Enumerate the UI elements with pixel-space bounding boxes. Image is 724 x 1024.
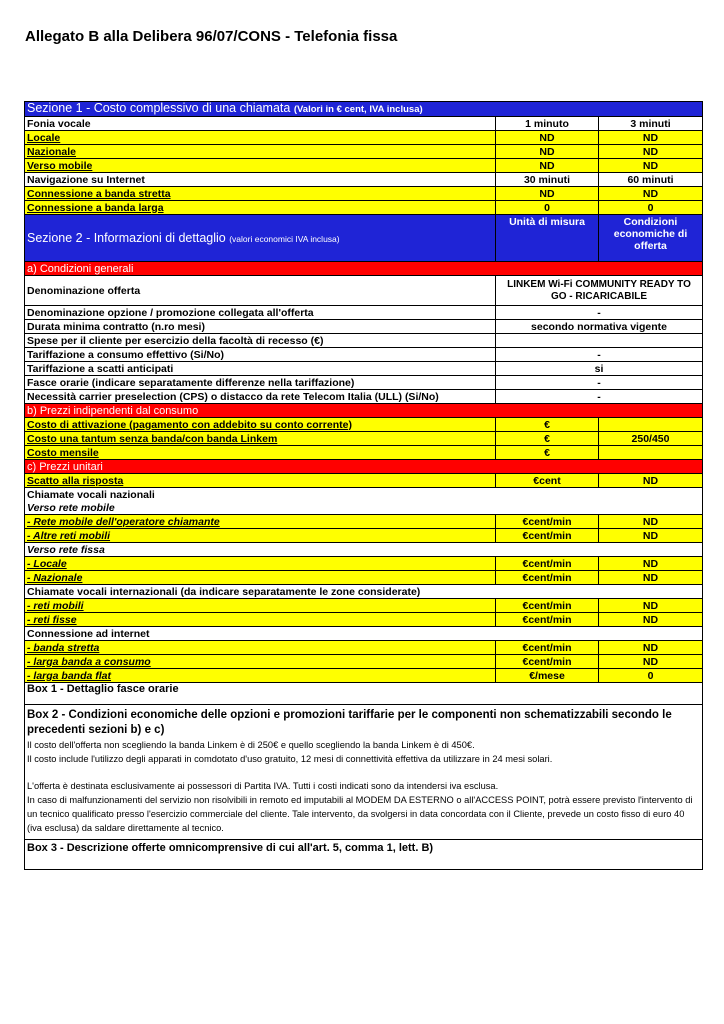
section-1-note: (Valori in € cent, IVA inclusa) (293, 104, 423, 115)
table-row (25, 515, 703, 529)
box-2-paragraph: In caso di malfunzionamenti del servizio non risolvibili in remoto ed imputabili al MODEM DA ESTERNO o all'ACCESS POINT, potrà essere previsto l'intervento di un tecnico qualificato presso l'esercizio commerciale del cliente. Tale intervento, da svolgersi in data concordata con il Cliente, prevede un costo fisso di euro 40 (iva esclusa) da saldare direttamente al tecnico. (27, 795, 693, 833)
box-3 (25, 840, 703, 870)
table-row (25, 655, 703, 669)
table-row (25, 201, 703, 215)
table-row (25, 362, 703, 376)
table-row (25, 418, 703, 432)
row-label: Locale (25, 131, 496, 145)
table-row (25, 145, 703, 159)
group-label: Chiamate vocali nazionali (25, 488, 496, 502)
row-label: Costo di attivazione (pagamento con addebito su conto corrente) (25, 418, 496, 432)
row-value: ND (599, 529, 703, 543)
table-row (25, 557, 703, 571)
table-row (25, 159, 703, 173)
row-value: ND (599, 474, 703, 488)
row-unit: €cent (496, 474, 599, 488)
row-value: ND (599, 145, 703, 159)
row-value: ND (599, 613, 703, 627)
row-label: Nazionale (25, 145, 496, 159)
table-row (25, 613, 703, 627)
row-label: - Rete mobile dell'operatore chiamante (25, 515, 496, 529)
section-1-title: Sezione 1 - Costo complessivo di una chiamata (27, 101, 291, 115)
row-value: 250/450 (599, 432, 703, 446)
col-3-minuti: 3 minuti (599, 117, 703, 131)
table-row (25, 376, 703, 390)
page-title: Allegato B alla Delibera 96/07/CONS - Telefonia fissa (25, 28, 398, 45)
section-1-header (25, 102, 703, 117)
box-2 (25, 705, 703, 840)
row-value: ND (599, 515, 703, 529)
group-label: Chiamate vocali internazionali (da indicare separatamente le zone considerate) (25, 585, 703, 599)
table-row (25, 571, 703, 585)
row-label: - Altre reti mobili (25, 529, 496, 543)
box-2-title: Box 2 - Condizioni economiche delle opzioni e promozioni tariffarie per le componenti non schematizzabili secondo le precedenti sezioni b) e c) (27, 709, 672, 736)
box-2-paragraph: Il costo dell'offerta non scegliendo la banda Linkem è di 250€ e quello scegliendo la banda Linkem è di 450€. (27, 740, 475, 750)
row-value: secondo normativa vigente (496, 320, 703, 334)
row-unit: €cent/min (496, 515, 599, 529)
denominazione-label: Denominazione offerta (25, 276, 496, 306)
row-label: Spese per il cliente per esercizio della facoltà di recesso (€) (25, 334, 496, 348)
row-unit: €cent/min (496, 529, 599, 543)
row-value: 0 (599, 669, 703, 683)
row-label: Denominazione opzione / promozione collegata all'offerta (25, 306, 496, 320)
section-2-note: (valori economici IVA inclusa) (229, 233, 340, 244)
row-label: - reti fisse (25, 613, 496, 627)
subsection-b-title: b) Prezzi indipendenti dal consumo (25, 404, 703, 418)
row-unit: €cent/min (496, 557, 599, 571)
table-row (25, 320, 703, 334)
col-unita-misura: Unità di misura (496, 215, 599, 262)
row-label: - banda stretta (25, 641, 496, 655)
row-label: Costo una tantum senza banda/con banda Linkem (25, 432, 496, 446)
subsection-b-header (25, 404, 703, 418)
table-row (25, 641, 703, 655)
table-row (25, 432, 703, 446)
row-value: ND (599, 187, 703, 201)
box-1 (25, 683, 703, 705)
row-value: - (496, 306, 703, 320)
table-row (25, 131, 703, 145)
row-value: ND (599, 557, 703, 571)
row-unit: € (496, 432, 599, 446)
row-label: Connessione a banda larga (25, 201, 496, 215)
row-unit: €cent/min (496, 613, 599, 627)
row-label: - reti mobili (25, 599, 496, 613)
group-row (25, 488, 703, 502)
row-value: ND (496, 187, 599, 201)
group-label: Verso rete fissa (25, 543, 496, 557)
row-unit: €cent/min (496, 655, 599, 669)
group-label: Verso rete mobile (25, 501, 496, 515)
row-value: ND (599, 655, 703, 669)
row-label: Tariffazione a scatti anticipati (25, 362, 496, 376)
box-1-title: Box 1 - Dettaglio fasce orarie (25, 683, 703, 705)
box-2-paragraph: Il costo include l'utilizzo degli apparati in comdotato d'uso gratuito, 12 mesi di connettività effettiva da utilizzare in 24 mesi solari. (27, 754, 553, 764)
table-row (25, 334, 703, 348)
row-value (599, 446, 703, 460)
group-row (25, 501, 703, 515)
row-value: ND (496, 159, 599, 173)
section-2-header (25, 215, 703, 262)
row-unit: €cent/min (496, 641, 599, 655)
group-row (25, 543, 703, 557)
row-label: Fasce orarie (indicare separatamente differenze nella tariffazione) (25, 376, 496, 390)
row-value: 0 (496, 201, 599, 215)
col-60-minuti: 60 minuti (599, 173, 703, 187)
row-value: ND (599, 641, 703, 655)
row-value: - (496, 376, 703, 390)
subsection-c-title: c) Prezzi unitari (25, 460, 703, 474)
denominazione-value: LINKEM Wi-Fi COMMUNITY READY TO GO - RICARICABILE (496, 276, 703, 306)
navigazione-label: Navigazione su Internet (25, 173, 496, 187)
row-value: - (496, 348, 703, 362)
row-label: Tariffazione a consumo effettivo (Si/No) (25, 348, 496, 362)
row-unit: € (496, 446, 599, 460)
row-value: si (496, 362, 703, 376)
row-label: Scatto alla risposta (25, 474, 496, 488)
row-value: 0 (599, 201, 703, 215)
row-label: Verso mobile (25, 159, 496, 173)
row-unit: €cent/min (496, 571, 599, 585)
row-value (496, 334, 703, 348)
row-value: ND (599, 131, 703, 145)
row-label: Connessione a banda stretta (25, 187, 496, 201)
table-row (25, 390, 703, 404)
row-unit: €/mese (496, 669, 599, 683)
group-label: Connessione ad internet (25, 627, 496, 641)
table-row (25, 187, 703, 201)
col-30-minuti: 30 minuti (496, 173, 599, 187)
row-label: - larga banda a consumo (25, 655, 496, 669)
row-value: ND (496, 131, 599, 145)
denominazione-row (25, 276, 703, 306)
box-2-paragraph: L'offerta è destinata esclusivamente ai possessori di Partita IVA. Tutti i costi indicati sono da intendersi iva esclusa. (27, 781, 499, 791)
subsection-a-title: a) Condizioni generali (25, 262, 703, 276)
navigazione-header-row (25, 173, 703, 187)
table-row (25, 599, 703, 613)
row-value (599, 418, 703, 432)
row-label: Costo mensile (25, 446, 496, 460)
row-value: ND (599, 599, 703, 613)
section-2-title: Sezione 2 - Informazioni di dettaglio (27, 230, 226, 245)
fonia-header-row (25, 117, 703, 131)
row-value: - (496, 390, 703, 404)
table-row (25, 306, 703, 320)
row-unit: € (496, 418, 599, 432)
table-row (25, 348, 703, 362)
row-label: - Nazionale (25, 571, 496, 585)
row-value: ND (599, 159, 703, 173)
group-row (25, 585, 703, 599)
subsection-a-header (25, 262, 703, 276)
table-row (25, 669, 703, 683)
row-value: ND (496, 145, 599, 159)
row-value: ND (599, 571, 703, 585)
col-condizioni-economiche: Condizioni economiche di offerta (599, 215, 703, 262)
group-row (25, 627, 703, 641)
offer-sheet (24, 101, 703, 870)
row-label: - Locale (25, 557, 496, 571)
col-1-minuto: 1 minuto (496, 117, 599, 131)
fonia-label: Fonia vocale (25, 117, 496, 131)
row-label: - larga banda flat (25, 669, 496, 683)
subsection-c-header (25, 460, 703, 474)
table-row (25, 474, 703, 488)
table-row (25, 446, 703, 460)
box-3-title: Box 3 - Descrizione offerte omnicomprensive di cui all'art. 5, comma 1, lett. B) (25, 840, 703, 870)
row-label: Necessità carrier preselection (CPS) o distacco da rete Telecom Italia (ULL) (Si/No) (25, 390, 496, 404)
row-unit: €cent/min (496, 599, 599, 613)
table-row (25, 529, 703, 543)
row-label: Durata minima contratto (n.ro mesi) (25, 320, 496, 334)
